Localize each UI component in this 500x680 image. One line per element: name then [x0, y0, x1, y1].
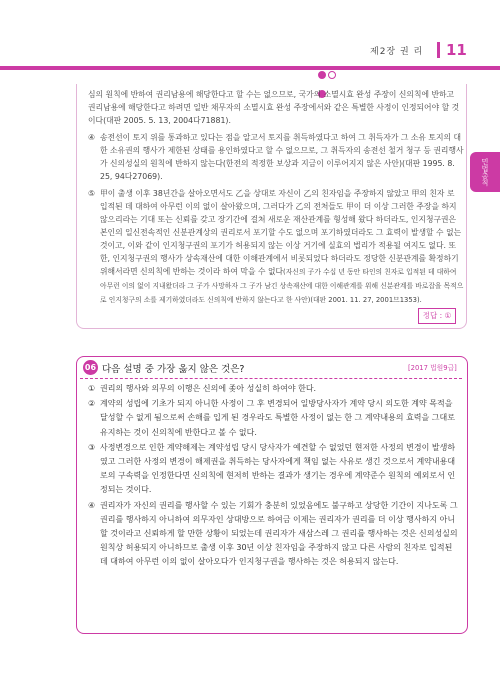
choice-number: ④ [88, 500, 96, 510]
side-tab: 민법총칙 [470, 152, 500, 192]
choice-text-cont: 지나도록 그 권리를 행사하지 아니하여 의무자인 상대방으로 하여금 이제는 권리자가 권리를 더 이상 행사하지 아니할 것이라고 신뢰하게 할 만한 상황이 되었는데 권리자가 새삼스레 그 권리를 행사하는 것은 신의성실의 원칙상 허용되지 아니하므로 출생 이후 30년 이상 친자임을 주장하지 않고 다른 사람의 친자로 입적된 데 대하여 아무런 이의 없이 살아오다가 인지청구권을 행사하는 것은 허용되지 않는다. [100, 500, 458, 567]
page-number: 11 [446, 41, 467, 59]
explanation-item [88, 131, 464, 183]
choice-item[interactable] [88, 397, 460, 440]
explanation-intro: 심의 원칙에 반하여 권리남용에 해당한다고 할 수는 없으므로, 국가의 소멸시효 완성 주장이 신의칙에 반하고 권리남용에 해당한다고 하려면 일반 채무자의 소멸시효 완성 주장에서와 같은 특별한 사정이 인정되어야 할 것이다(대판 2005. 5. 13, 2004다71881). [88, 90, 460, 125]
item-note: (자신의 子가 수십 년 동안 타인의 친자로 입적된 데 대하여 아무런 이의 없이 지내왔더라 그 子가 사망하자 그 子가 남긴 상속재산에 대한 이해관계를 위해 신분관계를 바로잡을 목적으로 인지청구의 소를 제기하였더라도 신의칙에 반하지 않는다고 한 사안)(대판 2001. 11. 27, 2001므1353). [100, 268, 464, 304]
choice-list [88, 382, 460, 571]
choice-number: ① [88, 384, 96, 393]
choice-text: 권리자가 자신의 권리를 행사할 수 있는 기회가 충분히 있었음에도 불구하고 상당한 기간이 [100, 500, 414, 510]
item-number: ④ [88, 133, 95, 142]
choice-text-cont: 발생하였고 그러한 사정의 변경이 해제권을 취득하는 당사자에게 책임 없는 사유로 생긴 것으로서 계약내용대로의 구속력을 인정한다면 신의칙에 현저히 반하는 결과가 생기는 경우에 계약준수 원칙의 예외로서 인정되는 것이다. [100, 442, 456, 495]
choice-number: ② [88, 399, 96, 409]
explanation-item [88, 187, 464, 307]
item-number: ⑤ [88, 189, 95, 198]
chapter-title: 제2장 권 리 [370, 47, 424, 57]
choice-text: 계약의 성립에 기초가 되지 아니한 사정이 그 후 변경되어 일방당사자가 계약 당시 의도한 계약 [100, 399, 427, 409]
choice-item[interactable] [88, 382, 460, 396]
explanation-section [88, 88, 464, 311]
question-number: 06 [83, 360, 98, 375]
choice-item[interactable] [88, 441, 460, 498]
item-text-cont: 대한 소유권의 행사가 제한된 상태를 용인하였다고 할 수 없으므로, 그 취득자의 송전선 철거 청구 등 권리행사가 신의성실의 원칙에 반하지 않는다(한전의 적정한 보상과 지금이 이루어지지 않은 사안)(대판 1995. 8. 25, 94다27069). [100, 133, 464, 181]
item-text-cont: 로 입적된 데 대하여 아무런 이의 없이 살아왔으며, 그러다가 乙의 전처들도 甲이 더 이상 그러한 주장을 하지 않으리라는 기대 또는 신뢰를 갖고 장기간에 걸쳐 새로운 재산관계를 형성해 왔다 하더라도, 인지청구권은 본인의 일신전속적인 신분관계상의 권리로서 포기할 수도 없으며 포기하였더라도 그 효력이 발생할 수 없는 것이고, 이와 같이 인지청구권의 포기가 허용되지 않는 이상 거기에 실효의 법리가 적용될 여지도 없다. 또한, 인지청구권의 행사가 상속재산에 대한 이해관계에서 비롯되었다 하더라도 정당한 신분관계를 확정하기 위해서라면 신의칙에 반하는 것이라 하여 막을 수 없다 [100, 189, 462, 276]
page-number-bar [437, 42, 440, 58]
question-text: 다음 설명 중 가장 옳지 않은 것은? [102, 363, 245, 375]
question-source: [2017 법원9급] [408, 364, 457, 372]
header-dots [318, 64, 346, 72]
item-text: 송전선이 토지 위를 통과하고 있다는 점을 알고서 토지를 취득하였다고 하여 그 취득자가 그 소유 토지의 [100, 133, 452, 142]
choice-number: ③ [88, 442, 96, 452]
question-divider [80, 378, 462, 379]
question-header [83, 360, 244, 375]
choice-item[interactable] [88, 499, 460, 570]
choice-text: 사정변경으로 인한 계약해제는 계약성립 당시 당사자가 예견할 수 없었던 현저한 사정의 변경이 [100, 442, 430, 452]
header-rule [0, 66, 500, 70]
item-text: 甲이 출생 이후 38년간을 살아오면서도 乙을 상대로 자신이 乙의 친자임을 주장하지 않았고 甲의 친자 [100, 189, 445, 198]
choice-text-cont: 목적을 달성할 수 없게 됨으로써 손해를 입게 된 경우라도 특별한 사정이 없는 한 그 계약내용의 효력을 그대로 유지하는 것이 신의칙에 반한다고 볼 수 없다. [100, 399, 455, 437]
choice-text: 권리의 행사와 의무의 이행은 신의에 좇아 성실히 하여야 한다. [100, 384, 317, 393]
answer-badge: 정답 : ① [418, 308, 456, 324]
